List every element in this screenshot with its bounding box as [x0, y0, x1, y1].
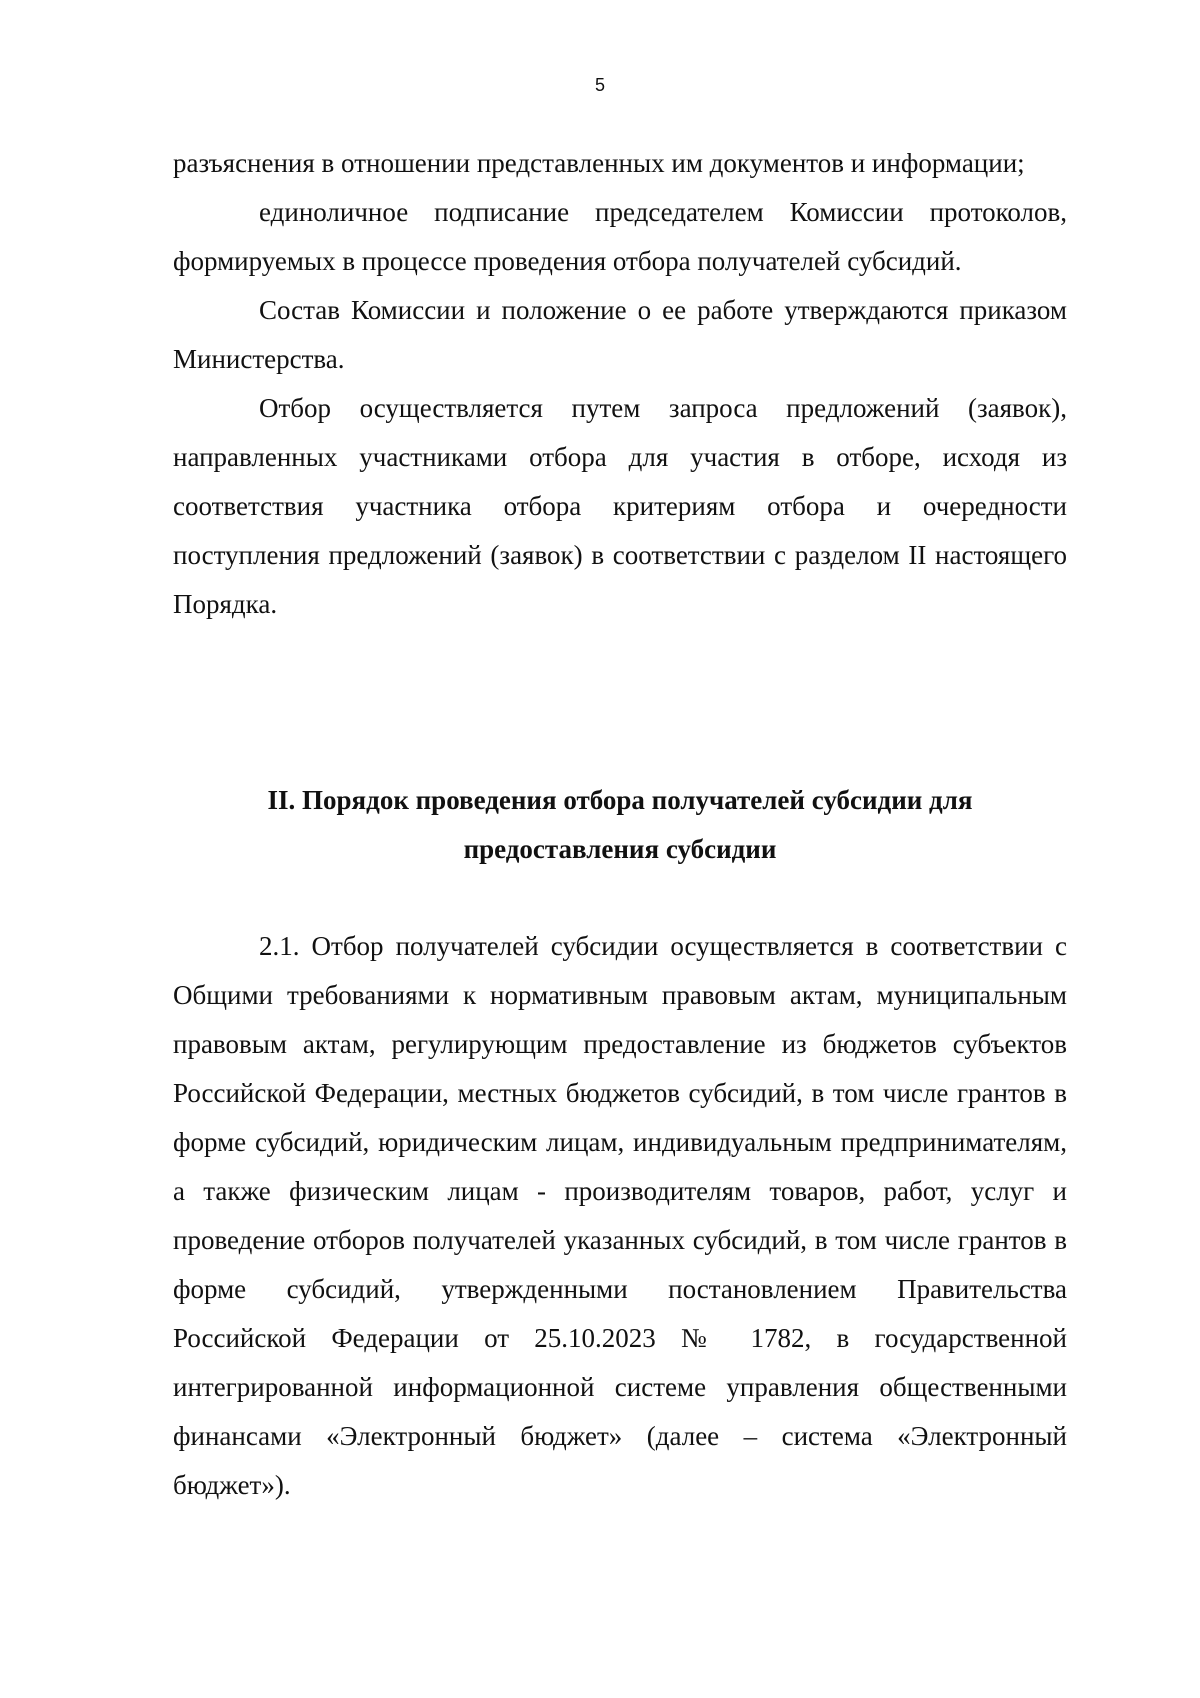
paragraph-2-1: 2.1. Отбор получателей субсидии осуществляется в соответствии с Общими требованиями к нормативным правовым актам, муниципальным правовым актам, регулирующим предоставление из бюджетов субъектов Российской Федерации, местных бюджетов субсидий, в том числе грантов в форме субсидий, юридическим лицам, индивидуальным предпринимателям, а также физическим лицам - производителям товаров, работ, услуг и проведение отборов получателей указанных субсидий, в том числе грантов в форме субсидий, утвержденными постановлением Правительства Российской Федерации от 25.10.2023 № 1782, в государственной интегрированной информационной системе управления общественными финансами «Электронный бюджет» (далее – система «Электронный бюджет»).: [173, 931, 1067, 1500]
top-text-block: [173, 139, 1067, 629]
page-number: 5: [594, 75, 605, 95]
section-heading: [173, 776, 1067, 874]
bottom-text-block: [173, 922, 1067, 1510]
section-heading-line-1: II. Порядок проведения отбора получателей субсидии для: [267, 785, 973, 815]
paragraph-clarifications: разъяснения в отношении представленных им документов и информации;: [173, 148, 1025, 178]
paragraph-chairman-signing: единоличное подписание председателем Комиссии протоколов, формируемых в процессе проведения отбора получателей субсидий.: [173, 197, 1067, 276]
section-heading-line-2: предоставления субсидии: [463, 834, 777, 864]
paragraph-selection-method: Отбор осуществляется путем запроса предложений (заявок), направленных участниками отбора для участия в отборе, исходя из соответствия участника отбора критериям отбора и очередности поступления предложений (заявок) в соответствии с разделом II настоящего Порядка.: [173, 393, 1067, 619]
paragraph-commission-composition: Состав Комиссии и положение о ее работе утверждаются приказом Министерства.: [173, 295, 1067, 374]
